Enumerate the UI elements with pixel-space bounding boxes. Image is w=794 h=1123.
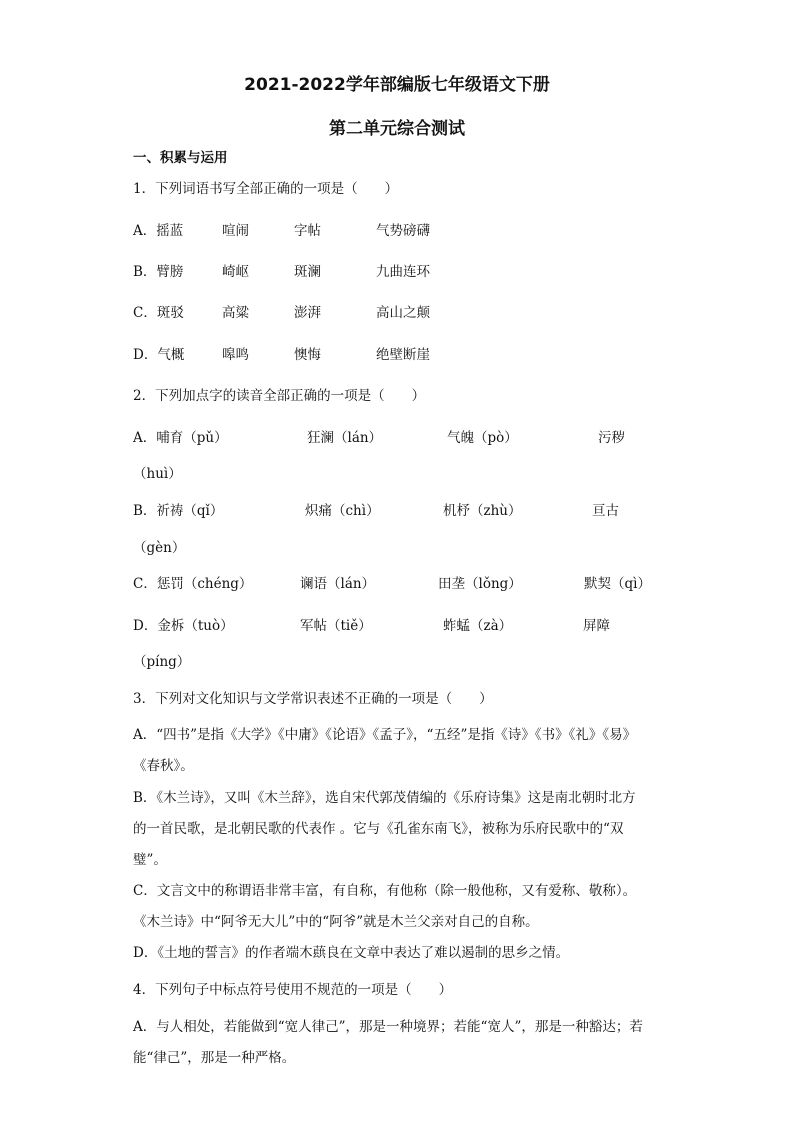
q2-option-b-continuation: （gèn） <box>133 540 186 556</box>
q1-option-b-word2: 崎岖 <box>222 264 249 280</box>
q1-option-a-label: A．摇蓝 <box>133 223 184 239</box>
q3-text-line: B．《木兰诗》，又叫《木兰辞》，选自宋代郭茂倩编的《乐府诗集》这是南北朝时北方 <box>133 790 636 806</box>
document-title: 2021-2022学年部编版七年级语文下册 <box>244 75 550 95</box>
section-heading: 一、积累与运用 <box>133 150 228 166</box>
q1-option-d-word4: 绝壁断崖 <box>376 347 430 363</box>
q2-option-a-continuation: （huì） <box>133 466 182 482</box>
q2-option-b-part1: B．祈祷（qǐ） <box>133 503 224 519</box>
question-3-stem: 3．下列对文化知识与文学常识表述不正确的一项是（ ） <box>133 691 493 707</box>
q2-option-d-part1: D．金柝（tuò） <box>133 618 234 634</box>
question-2-stem: 2．下列加点字的读音全部正确的一项是（ ） <box>133 388 426 404</box>
q1-option-a-word2: 喧闹 <box>222 223 249 239</box>
q1-option-d-word3: 懊悔 <box>294 347 321 363</box>
q3-text-line: C．文言文中的称谓语非常丰富，有自称，有他称（除一般他称，又有爱称、敬称）。 <box>133 883 637 899</box>
q1-option-a-word3: 字帖 <box>294 223 321 239</box>
q2-option-a-part3: 气魄（pò） <box>447 430 518 446</box>
q1-option-b-word3: 斑澜 <box>294 264 321 280</box>
q1-option-a-word4: 气势磅礴 <box>376 223 430 239</box>
q1-option-c-word4: 高山之颠 <box>376 305 430 321</box>
q3-text-line: D．《土地的誓言》的作者端木蕻良在文章中表达了难以遏制的思乡之情。 <box>133 945 570 961</box>
q1-option-d-label: D．气概 <box>133 347 185 363</box>
question-1-stem: 1．下列词语书写全部正确的一项是（ ） <box>133 181 399 197</box>
q1-option-d-word2: 嗥鸣 <box>222 347 249 363</box>
q3-text-line: 璧”。 <box>133 852 167 868</box>
q2-option-a-part1: A．哺育（pǔ） <box>133 430 228 446</box>
q2-option-d-part3: 蚱蜢（zà） <box>443 618 513 634</box>
q3-text-line: 《春秋》。 <box>133 758 194 774</box>
q2-option-c-part4: 默契（qì） <box>584 576 651 592</box>
document-subtitle: 第二单元综合测试 <box>329 119 465 139</box>
q3-text-line: 的一首民歌，是北朝民歌的代表作 。它与《孔雀东南飞》，被称为乐府民歌中的“双 <box>133 821 624 837</box>
q1-option-c-word2: 高粱 <box>222 305 249 321</box>
q2-option-c-part2: 谰语（lán） <box>300 576 376 592</box>
q2-option-c-part1: C．惩罚（chéng） <box>133 576 253 592</box>
q1-option-c-label: C．斑驳 <box>133 305 184 321</box>
q2-option-b-part2: 炽痛（chì） <box>305 503 380 519</box>
q1-option-b-label: B．臂膀 <box>133 264 184 280</box>
q2-option-c-part3: 田垄（lǒng） <box>438 576 522 592</box>
q2-option-d-continuation: （píng） <box>133 654 191 670</box>
q4-text-line: 能“律己”，那是一种严格。 <box>133 1050 296 1066</box>
q2-option-b-part3: 机杼（zhù） <box>443 503 522 519</box>
q1-option-b-word4: 九曲连环 <box>376 264 430 280</box>
q2-option-d-part2: 军帖（tiě） <box>300 618 372 634</box>
question-4-stem: 4．下列句子中标点符号使用不规范的一项是（ ） <box>133 982 453 998</box>
q1-option-c-word3: 澎湃 <box>294 305 321 321</box>
q2-option-b-part4: 亘古 <box>592 503 619 519</box>
q4-text-line: A．与人相处，若能做到“宽人律己”，那是一种境界；若能“宽人”，那是一种豁达；若 <box>133 1019 643 1035</box>
q2-option-a-part2: 狂澜（lán） <box>307 430 383 446</box>
q2-option-a-part4: 污秽 <box>598 430 625 446</box>
q3-text-line: 《木兰诗》中“阿爷无大儿”中的“阿爷”就是木兰父亲对自己的自称。 <box>133 914 539 930</box>
q2-option-d-part4: 屏障 <box>583 618 610 634</box>
q3-text-line: A．“四书”是指《大学》《中庸》《论语》《孟子》，“五经”是指《诗》《书》《礼》《易》 <box>133 727 637 743</box>
